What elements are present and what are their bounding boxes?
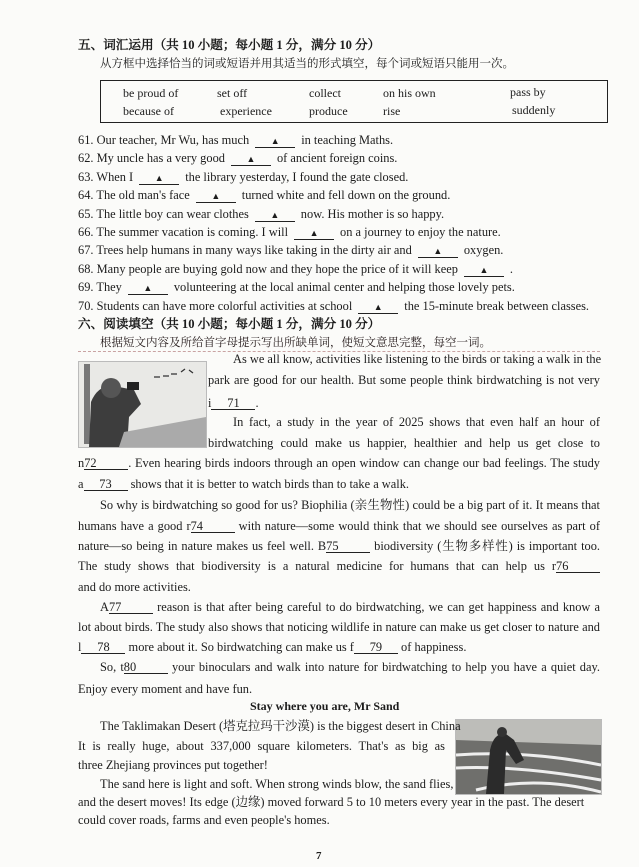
item-text-before: Students can have more colorful activities at school: [96, 298, 353, 313]
answer-blank-73[interactable]: 73: [84, 478, 128, 491]
passage-text: So, t: [100, 660, 124, 674]
blank-marker-icon: ▲: [246, 154, 256, 165]
passage-line: [78, 519, 600, 534]
item-text-after: turned white and fell down on the ground.: [241, 188, 451, 203]
passage-text: nature—so being in nature makes us feel well. B: [78, 539, 327, 553]
word-box: [100, 80, 608, 123]
passage2-title: Stay where you are, Mr Sand: [250, 699, 400, 713]
section5-title: 五、词汇运用（共 10 小题；每小题 1 分，满分 10 分）: [78, 38, 381, 52]
answer-blank[interactable]: [294, 226, 334, 240]
passage-line: [100, 600, 600, 615]
passage-line: [100, 498, 600, 513]
passage-line: [78, 813, 330, 828]
item-text-after: the library yesterday, I found the gate closed.: [185, 169, 409, 184]
item-text-before: When I: [96, 169, 134, 184]
item-number: 64.: [78, 188, 94, 203]
desert-photo: [455, 719, 602, 795]
item-number: 69.: [78, 280, 94, 295]
passage-text: l: [78, 640, 82, 654]
page-number: 7: [316, 850, 322, 862]
blank-marker-icon: ▲: [154, 172, 164, 183]
passage-line: [78, 477, 409, 492]
word-option: experience: [220, 104, 272, 118]
word-option: because of: [123, 104, 174, 118]
passage-line: [100, 719, 461, 734]
answer-blank[interactable]: [464, 263, 504, 277]
passage-text: In fact, a study in the year of 2025 shows that even half an hour of: [233, 415, 600, 429]
word-option: on his own: [383, 86, 436, 100]
item-text-before: They: [96, 280, 122, 295]
item-text-before: Many people are buying gold now and they hope the price of it will keep: [96, 261, 458, 276]
passage-text: of happiness.: [397, 640, 467, 654]
passage-line: [208, 396, 259, 411]
answer-blank-71[interactable]: 71: [211, 397, 255, 410]
answer-blank-78[interactable]: 78: [81, 641, 125, 654]
word-option: rise: [383, 104, 401, 118]
word-option: collect: [309, 86, 341, 100]
blank-marker-icon: ▲: [479, 264, 489, 275]
item-text-after: volunteering at the local animal center and helping those lovely pets.: [173, 280, 515, 295]
item-text-before: Trees help humans in many ways like taking in the dirty air and: [96, 243, 412, 258]
item-text-after: .: [509, 261, 514, 276]
item-number: 66.: [78, 225, 94, 239]
item-text-after: in teaching Maths.: [301, 133, 394, 147]
section6-instruction: 根据短文内容及所给首字母提示写出所缺单词，使短文意思完整，每空一词。: [100, 335, 491, 349]
passage-text: birdwatching could make us happier, healthier and help us get close to: [208, 436, 600, 450]
passage-line: [233, 352, 600, 367]
vocab-item: [78, 170, 408, 185]
passage-text: n: [78, 456, 85, 470]
passage-line: [78, 795, 585, 810]
item-text-before: Our teacher, Mr Wu, has much: [96, 133, 250, 147]
answer-blank-74[interactable]: 74: [191, 520, 235, 533]
item-number: 63.: [78, 169, 94, 184]
word-option: pass by: [510, 85, 546, 99]
passage-text: park are good for our health. But some people think birdwatching is not very: [208, 373, 600, 387]
item-text-before: My uncle has a very good: [96, 151, 225, 166]
answer-blank[interactable]: [358, 300, 398, 314]
item-number: 67.: [78, 243, 94, 258]
item-text-after: the 15-minute break between classes.: [404, 298, 590, 313]
answer-blank[interactable]: [128, 281, 168, 295]
item-number: 62.: [78, 151, 94, 166]
answer-blank[interactable]: [139, 171, 179, 185]
passage-line: [78, 456, 600, 471]
answer-blank-80[interactable]: 80: [124, 661, 168, 674]
answer-blank-77[interactable]: 77: [109, 601, 153, 614]
passage-text: three Zhejiang provinces put together!: [78, 758, 268, 772]
passage-text: biodiversity (生物多样性) is important too.: [370, 539, 600, 553]
passage-text: could cover roads, farms and even people's homes.: [78, 813, 330, 827]
passage-line: [208, 373, 600, 388]
vocab-item: [78, 133, 393, 148]
item-text-after: on a journey to enjoy the nature.: [340, 225, 501, 239]
answer-blank[interactable]: [196, 189, 236, 203]
vocab-item: [78, 243, 503, 258]
passage-text: As we all know, activities like listening to the birds or taking a walk in the: [233, 352, 602, 366]
item-text-after: of ancient foreign coins.: [276, 151, 398, 166]
answer-blank[interactable]: [418, 244, 458, 258]
passage-text: reason is that after being careful to do birdwatching, we can get happiness and know a: [152, 600, 600, 614]
blank-marker-icon: ▲: [270, 209, 280, 220]
blank-marker-icon: ▲: [433, 246, 443, 257]
passage-text: with nature—some would think that we should see ourselves as part of: [234, 519, 600, 533]
item-number: 65.: [78, 206, 94, 221]
vocab-item: [78, 299, 589, 314]
blank-marker-icon: ▲: [211, 191, 221, 202]
passage-text: humans have a good r: [78, 519, 191, 533]
vocab-item: [78, 225, 501, 240]
passage-text: Enjoy every moment and have fun.: [78, 682, 253, 696]
passage-text: The sand here is light and soft. When strong winds blow, the sand flies,: [100, 777, 454, 791]
passage-line: [233, 415, 600, 430]
passage-line: [78, 739, 445, 754]
item-text-before: The little boy can wear clothes: [96, 206, 249, 221]
passage-line: [78, 580, 191, 595]
answer-blank-75[interactable]: 75: [326, 540, 370, 553]
item-text-after: oxygen.: [463, 243, 504, 258]
passage-text: . Even hearing birds indoors through an open window can change our bad feelings. The study: [128, 456, 600, 470]
section6-title: 六、阅读填空（共 10 小题；每小题 1 分，满分 10 分）: [78, 317, 381, 331]
vocab-item: [78, 151, 397, 166]
passage-text: The study shows that biodiversity is a natural medicine for humans that can help us r: [78, 559, 556, 573]
answer-blank-72[interactable]: 72: [84, 457, 128, 470]
passage-line: [78, 640, 466, 655]
passage-text: and do more activities.: [78, 580, 191, 594]
passage-line: [208, 436, 600, 451]
item-text-before: The old man's face: [96, 188, 190, 203]
answer-blank[interactable]: [255, 208, 295, 222]
answer-blank-76[interactable]: 76: [556, 560, 600, 573]
passage-line: [100, 660, 600, 675]
passage-line: [78, 559, 600, 574]
answer-blank-79[interactable]: 79: [354, 641, 398, 654]
vocab-item: [78, 188, 450, 203]
passage-text: and the desert moves! Its edge (边缘) moved forward 5 to 10 meters every year in the past. The desert: [78, 795, 585, 809]
passage-text: The Taklimakan Desert (塔克拉玛干沙漠) is the biggest desert in China: [100, 719, 461, 733]
passage-text: your binoculars and walk into nature for birdwatching to help you have a quiet day.: [167, 660, 600, 674]
blank-marker-icon: ▲: [143, 283, 153, 294]
passage-line: [78, 620, 600, 635]
passage-text: a: [78, 477, 84, 491]
section5-instruction: 从方框中选择恰当的词或短语并用其适当的形式填空，每个词或短语只能用一次。: [100, 56, 514, 70]
passage-text: lot about birds. The study also shows that noticing wildlife in nature can make us get closer to nature and: [78, 620, 600, 634]
word-option: produce: [309, 104, 348, 118]
word-option: suddenly: [512, 103, 556, 117]
blank-marker-icon: ▲: [270, 136, 280, 146]
passage-line: [78, 758, 268, 773]
word-option: set off: [217, 86, 248, 100]
vocab-item: [78, 262, 513, 277]
birdwatcher-photo: [78, 361, 207, 448]
passage-text: So why is birdwatching so good for us? Biophilia (亲生物性) could be a big part of it. It means that: [100, 498, 600, 512]
word-option: be proud of: [123, 86, 179, 100]
vocab-item: [78, 207, 444, 222]
passage-line: [78, 682, 252, 697]
item-number: 68.: [78, 261, 94, 276]
passage-text: more about it. So birdwatching can make us f: [125, 640, 354, 654]
blank-marker-icon: ▲: [373, 301, 383, 312]
blank-marker-icon: ▲: [309, 228, 319, 238]
passage-text: It is really huge, about 337,000 square kilometers. That's as big as: [78, 739, 445, 753]
item-text-after: now. His mother is so happy.: [300, 206, 445, 221]
answer-blank[interactable]: [231, 152, 271, 166]
passage-text: .: [255, 396, 259, 410]
passage-text: A: [100, 600, 109, 614]
item-number: 70.: [78, 298, 94, 313]
item-text-before: The summer vacation is coming. I will: [96, 225, 289, 239]
passage-text: shows that it is better to watch birds than to take a walk.: [127, 477, 409, 491]
passage-line: [100, 777, 454, 792]
answer-blank[interactable]: [255, 134, 295, 148]
item-number: 61.: [78, 133, 94, 147]
passage-line: [78, 539, 600, 554]
vocab-item: [78, 280, 515, 295]
passage-text: i: [208, 396, 212, 410]
